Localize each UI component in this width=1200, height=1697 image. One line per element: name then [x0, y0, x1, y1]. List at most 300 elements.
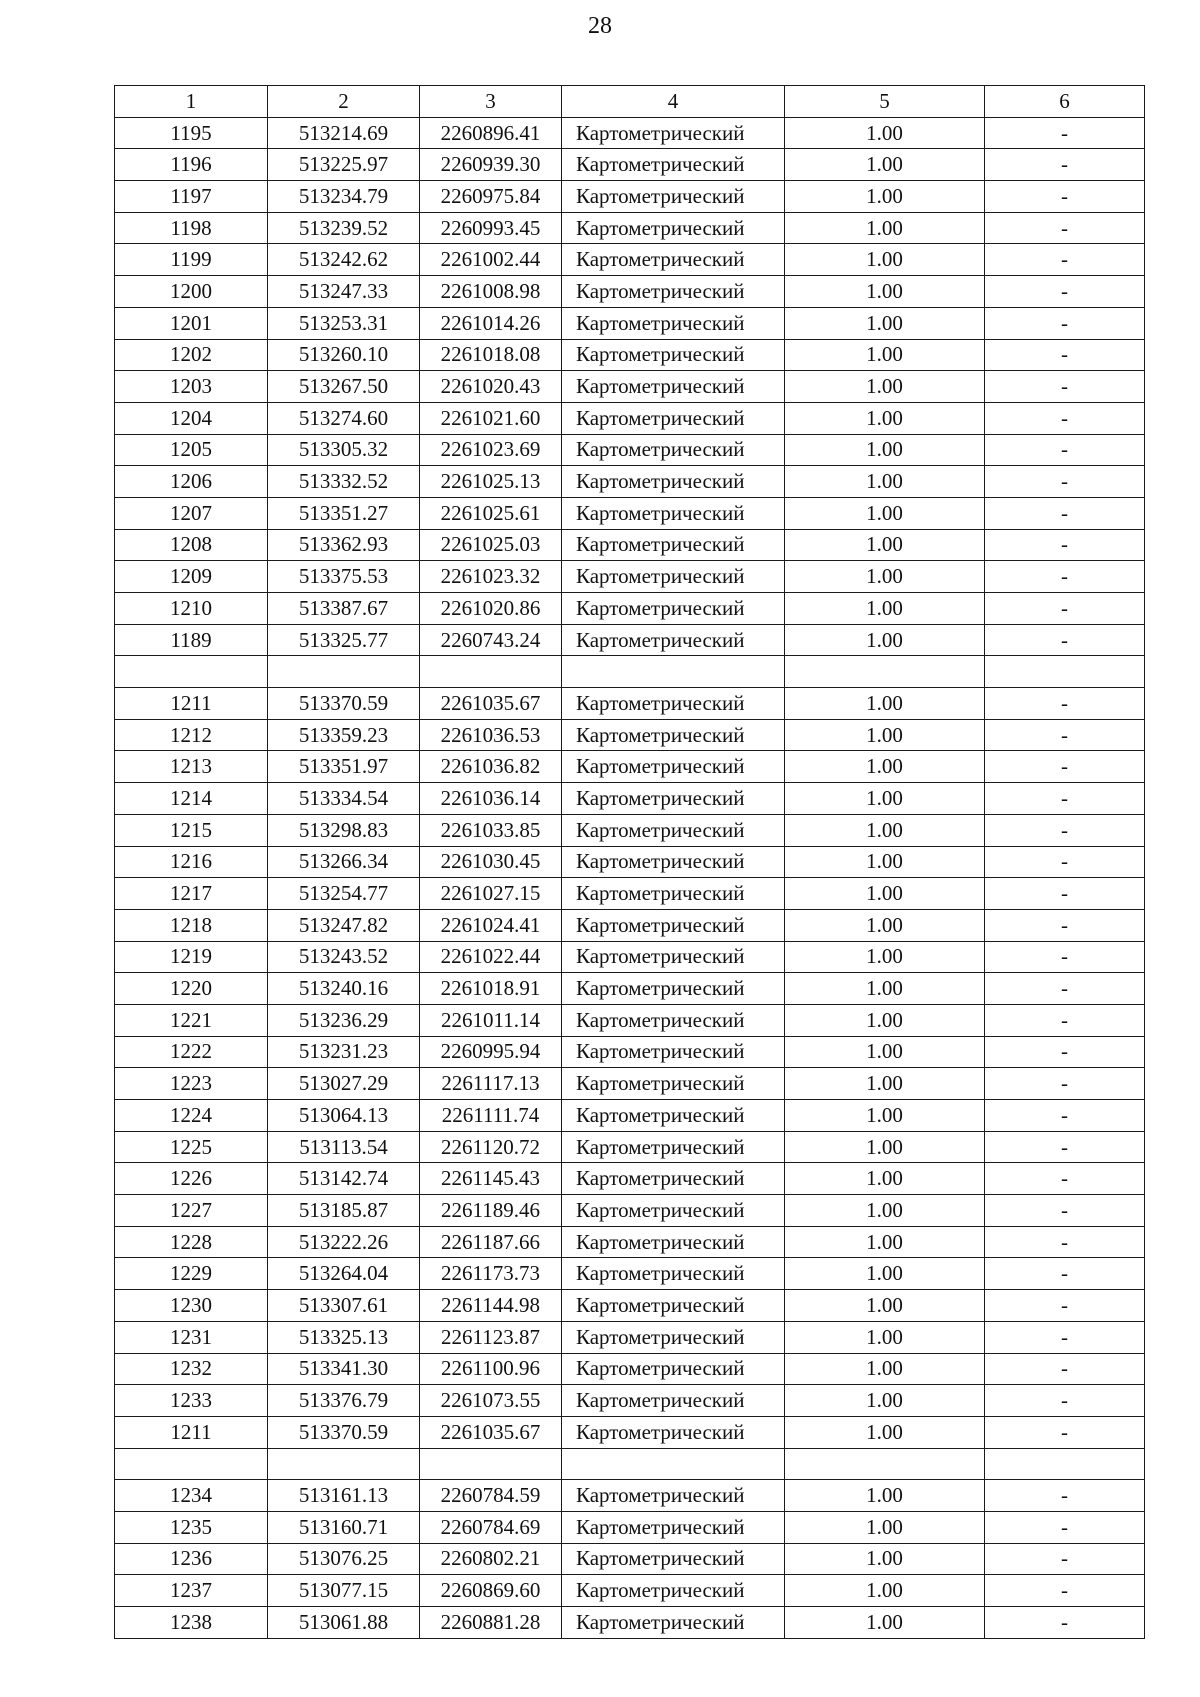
cell-method: Картометрический — [562, 1575, 785, 1607]
table-row — [115, 1480, 1145, 1512]
cell-x-coordinate: 513247.33 — [268, 276, 420, 308]
cell-method: Картометрический — [562, 276, 785, 308]
cell-note: - — [985, 878, 1145, 910]
cell-note: - — [985, 973, 1145, 1005]
cell-x-coordinate: 513266.34 — [268, 846, 420, 878]
cell-accuracy: 1.00 — [785, 846, 985, 878]
cell-x-coordinate: 513351.97 — [268, 751, 420, 783]
cell-x-coordinate: 513387.67 — [268, 593, 420, 625]
cell-note: - — [985, 1543, 1145, 1575]
cell-y-coordinate: 2261036.14 — [420, 783, 562, 815]
cell-point-number: 1214 — [115, 783, 268, 815]
cell-method: Картометрический — [562, 1416, 785, 1448]
table-row — [115, 276, 1145, 308]
cell-point-number: 1228 — [115, 1226, 268, 1258]
cell-y-coordinate: 2261014.26 — [420, 307, 562, 339]
cell-x-coordinate: 513253.31 — [268, 307, 420, 339]
cell-note: - — [985, 1480, 1145, 1512]
table-row — [115, 1100, 1145, 1132]
cell-method: Картометрический — [562, 814, 785, 846]
cell-y-coordinate: 2261033.85 — [420, 814, 562, 846]
cell-x-coordinate: 513161.13 — [268, 1480, 420, 1512]
cell-y-coordinate: 2260743.24 — [420, 624, 562, 656]
cell-accuracy: 1.00 — [785, 434, 985, 466]
cell-y-coordinate: 2260975.84 — [420, 181, 562, 213]
cell-note: - — [985, 846, 1145, 878]
cell-note: - — [985, 1068, 1145, 1100]
cell-method: Картометрический — [562, 1036, 785, 1068]
cell-accuracy: 1.00 — [785, 497, 985, 529]
cell-x-coordinate: 513231.23 — [268, 1036, 420, 1068]
cell-x-coordinate: 513247.82 — [268, 909, 420, 941]
cell-note: - — [985, 1163, 1145, 1195]
table-row — [115, 1543, 1145, 1575]
cell-accuracy: 1.00 — [785, 1290, 985, 1322]
table-body — [115, 117, 1145, 1638]
cell-x-coordinate: 513027.29 — [268, 1068, 420, 1100]
table-row — [115, 307, 1145, 339]
cell-point-number: 1231 — [115, 1321, 268, 1353]
cell-method: Картометрический — [562, 1607, 785, 1639]
cell-note: - — [985, 909, 1145, 941]
cell-point-number: 1213 — [115, 751, 268, 783]
cell-note: - — [985, 1004, 1145, 1036]
cell-note: - — [985, 181, 1145, 213]
cell-method: Картометрический — [562, 909, 785, 941]
cell-accuracy: 1.00 — [785, 719, 985, 751]
cell-x-coordinate: 513325.77 — [268, 624, 420, 656]
cell-x-coordinate: 513359.23 — [268, 719, 420, 751]
cell-note: - — [985, 751, 1145, 783]
cell-y-coordinate: 2260784.69 — [420, 1511, 562, 1543]
cell-x-coordinate: 513142.74 — [268, 1163, 420, 1195]
cell-y-coordinate: 2261111.74 — [420, 1100, 562, 1132]
table-row — [115, 624, 1145, 656]
cell-point-number: 1227 — [115, 1195, 268, 1227]
table-header — [115, 86, 1145, 118]
cell-y-coordinate: 2261021.60 — [420, 402, 562, 434]
cell-y-coordinate: 2260993.45 — [420, 212, 562, 244]
cell-accuracy: 1.00 — [785, 1036, 985, 1068]
cell-x-coordinate: 513341.30 — [268, 1353, 420, 1385]
cell-note: - — [985, 1258, 1145, 1290]
cell-point-number: 1233 — [115, 1385, 268, 1417]
table-row — [115, 973, 1145, 1005]
cell-x-coordinate: 513239.52 — [268, 212, 420, 244]
cell-point-number: 1197 — [115, 181, 268, 213]
table-row — [115, 814, 1145, 846]
cell-point-number: 1217 — [115, 878, 268, 910]
cell-note: - — [985, 1385, 1145, 1417]
cell-method: Картометрический — [562, 1321, 785, 1353]
cell-y-coordinate — [420, 1448, 562, 1480]
cell-y-coordinate — [420, 656, 562, 688]
cell-accuracy: 1.00 — [785, 149, 985, 181]
cell-accuracy: 1.00 — [785, 117, 985, 149]
cell-point-number: 1216 — [115, 846, 268, 878]
cell-method: Картометрический — [562, 307, 785, 339]
cell-note: - — [985, 624, 1145, 656]
cell-note: - — [985, 941, 1145, 973]
cell-point-number: 1189 — [115, 624, 268, 656]
cell-y-coordinate: 2261030.45 — [420, 846, 562, 878]
cell-point-number: 1219 — [115, 941, 268, 973]
cell-accuracy: 1.00 — [785, 783, 985, 815]
cell-x-coordinate: 513064.13 — [268, 1100, 420, 1132]
cell-note: - — [985, 1321, 1145, 1353]
cell-point-number: 1211 — [115, 688, 268, 720]
cell-note: - — [985, 497, 1145, 529]
cell-x-coordinate: 513307.61 — [268, 1290, 420, 1322]
cell-x-coordinate — [268, 1448, 420, 1480]
cell-y-coordinate: 2261018.08 — [420, 339, 562, 371]
cell-y-coordinate: 2261144.98 — [420, 1290, 562, 1322]
cell-point-number: 1200 — [115, 276, 268, 308]
table-row — [115, 688, 1145, 720]
table-row — [115, 339, 1145, 371]
cell-point-number — [115, 1448, 268, 1480]
cell-method: Картометрический — [562, 244, 785, 276]
cell-y-coordinate: 2261145.43 — [420, 1163, 562, 1195]
cell-point-number: 1208 — [115, 529, 268, 561]
cell-method: Картометрический — [562, 688, 785, 720]
cell-point-number: 1220 — [115, 973, 268, 1005]
cell-x-coordinate: 513370.59 — [268, 1416, 420, 1448]
cell-x-coordinate: 513236.29 — [268, 1004, 420, 1036]
cell-note: - — [985, 466, 1145, 498]
table-row — [115, 1607, 1145, 1639]
cell-method: Картометрический — [562, 529, 785, 561]
cell-method: Картометрический — [562, 1543, 785, 1575]
cell-y-coordinate: 2261173.73 — [420, 1258, 562, 1290]
cell-note: - — [985, 1607, 1145, 1639]
table-row-separator — [115, 1448, 1145, 1480]
cell-x-coordinate: 513254.77 — [268, 878, 420, 910]
cell-accuracy: 1.00 — [785, 181, 985, 213]
table-row — [115, 941, 1145, 973]
cell-x-coordinate: 513362.93 — [268, 529, 420, 561]
cell-accuracy: 1.00 — [785, 466, 985, 498]
cell-note: - — [985, 1100, 1145, 1132]
cell-x-coordinate: 513305.32 — [268, 434, 420, 466]
cell-y-coordinate: 2261117.13 — [420, 1068, 562, 1100]
table-row — [115, 1131, 1145, 1163]
cell-method: Картометрический — [562, 434, 785, 466]
cell-accuracy: 1.00 — [785, 593, 985, 625]
table-row — [115, 1353, 1145, 1385]
table-row — [115, 1321, 1145, 1353]
cell-method: Картометрический — [562, 466, 785, 498]
cell-x-coordinate: 513375.53 — [268, 561, 420, 593]
header-row — [115, 86, 1145, 118]
cell-y-coordinate: 2261027.15 — [420, 878, 562, 910]
cell-method: Картометрический — [562, 339, 785, 371]
cell-method: Картометрический — [562, 1131, 785, 1163]
cell-point-number: 1235 — [115, 1511, 268, 1543]
page-number: 28 — [588, 13, 612, 39]
cell-accuracy — [785, 656, 985, 688]
cell-accuracy: 1.00 — [785, 909, 985, 941]
cell-y-coordinate: 2261023.32 — [420, 561, 562, 593]
table-row — [115, 117, 1145, 149]
cell-note: - — [985, 1195, 1145, 1227]
cell-note: - — [985, 1416, 1145, 1448]
cell-x-coordinate: 513334.54 — [268, 783, 420, 815]
cell-note: - — [985, 814, 1145, 846]
cell-x-coordinate: 513243.52 — [268, 941, 420, 973]
cell-note: - — [985, 117, 1145, 149]
cell-note: - — [985, 307, 1145, 339]
cell-y-coordinate: 2260939.30 — [420, 149, 562, 181]
cell-accuracy: 1.00 — [785, 244, 985, 276]
cell-accuracy: 1.00 — [785, 402, 985, 434]
table-row — [115, 719, 1145, 751]
cell-note: - — [985, 339, 1145, 371]
cell-x-coordinate: 513214.69 — [268, 117, 420, 149]
cell-x-coordinate: 513222.26 — [268, 1226, 420, 1258]
table-row — [115, 402, 1145, 434]
cell-method: Картометрический — [562, 1353, 785, 1385]
cell-note: - — [985, 1226, 1145, 1258]
cell-method: Картометрический — [562, 846, 785, 878]
cell-point-number: 1199 — [115, 244, 268, 276]
cell-method: Картометрический — [562, 181, 785, 213]
cell-x-coordinate: 513113.54 — [268, 1131, 420, 1163]
cell-note: - — [985, 371, 1145, 403]
cell-x-coordinate: 513298.83 — [268, 814, 420, 846]
cell-x-coordinate: 513077.15 — [268, 1575, 420, 1607]
cell-accuracy: 1.00 — [785, 1004, 985, 1036]
cell-method: Картометрический — [562, 1195, 785, 1227]
cell-point-number: 1215 — [115, 814, 268, 846]
column-header-2: 2 — [268, 86, 420, 118]
cell-y-coordinate: 2261025.03 — [420, 529, 562, 561]
cell-point-number: 1204 — [115, 402, 268, 434]
cell-note: - — [985, 1353, 1145, 1385]
cell-accuracy: 1.00 — [785, 276, 985, 308]
table-row — [115, 846, 1145, 878]
cell-y-coordinate: 2261123.87 — [420, 1321, 562, 1353]
cell-point-number: 1236 — [115, 1543, 268, 1575]
cell-method: Картометрический — [562, 402, 785, 434]
cell-point-number: 1224 — [115, 1100, 268, 1132]
cell-method: Картометрический — [562, 941, 785, 973]
cell-x-coordinate: 513160.71 — [268, 1511, 420, 1543]
cell-note: - — [985, 719, 1145, 751]
cell-y-coordinate: 2261035.67 — [420, 688, 562, 720]
cell-point-number: 1198 — [115, 212, 268, 244]
cell-x-coordinate: 513076.25 — [268, 1543, 420, 1575]
cell-y-coordinate: 2261025.61 — [420, 497, 562, 529]
table-row — [115, 1258, 1145, 1290]
cell-y-coordinate: 2260802.21 — [420, 1543, 562, 1575]
cell-y-coordinate: 2261011.14 — [420, 1004, 562, 1036]
cell-accuracy: 1.00 — [785, 814, 985, 846]
cell-method — [562, 656, 785, 688]
cell-y-coordinate: 2261100.96 — [420, 1353, 562, 1385]
cell-accuracy: 1.00 — [785, 212, 985, 244]
cell-note: - — [985, 1511, 1145, 1543]
cell-x-coordinate: 513260.10 — [268, 339, 420, 371]
cell-accuracy: 1.00 — [785, 1131, 985, 1163]
cell-y-coordinate: 2261120.72 — [420, 1131, 562, 1163]
cell-accuracy: 1.00 — [785, 1416, 985, 1448]
cell-method: Картометрический — [562, 1480, 785, 1512]
cell-point-number: 1234 — [115, 1480, 268, 1512]
cell-accuracy: 1.00 — [785, 307, 985, 339]
cell-note: - — [985, 783, 1145, 815]
cell-accuracy: 1.00 — [785, 1258, 985, 1290]
cell-method: Картометрический — [562, 973, 785, 1005]
table-row-separator — [115, 656, 1145, 688]
cell-note: - — [985, 212, 1145, 244]
table-row — [115, 1226, 1145, 1258]
cell-point-number: 1229 — [115, 1258, 268, 1290]
cell-method: Картометрический — [562, 117, 785, 149]
cell-y-coordinate: 2261002.44 — [420, 244, 562, 276]
cell-accuracy: 1.00 — [785, 1575, 985, 1607]
cell-point-number: 1222 — [115, 1036, 268, 1068]
cell-point-number: 1201 — [115, 307, 268, 339]
cell-point-number: 1225 — [115, 1131, 268, 1163]
cell-x-coordinate: 513325.13 — [268, 1321, 420, 1353]
cell-method: Картометрический — [562, 719, 785, 751]
cell-accuracy: 1.00 — [785, 751, 985, 783]
cell-point-number: 1206 — [115, 466, 268, 498]
cell-point-number — [115, 656, 268, 688]
cell-accuracy: 1.00 — [785, 1543, 985, 1575]
cell-x-coordinate: 513242.62 — [268, 244, 420, 276]
table-row — [115, 783, 1145, 815]
cell-method: Картометрический — [562, 1290, 785, 1322]
cell-accuracy: 1.00 — [785, 1226, 985, 1258]
cell-y-coordinate: 2261023.69 — [420, 434, 562, 466]
cell-accuracy: 1.00 — [785, 1195, 985, 1227]
cell-y-coordinate: 2261036.53 — [420, 719, 562, 751]
column-header-5: 5 — [785, 86, 985, 118]
cell-note: - — [985, 1131, 1145, 1163]
cell-accuracy: 1.00 — [785, 878, 985, 910]
cell-method: Картометрический — [562, 497, 785, 529]
table-row — [115, 1511, 1145, 1543]
cell-y-coordinate: 2261008.98 — [420, 276, 562, 308]
coordinates-table — [114, 85, 1145, 1639]
cell-accuracy: 1.00 — [785, 561, 985, 593]
cell-y-coordinate: 2260995.94 — [420, 1036, 562, 1068]
cell-accuracy: 1.00 — [785, 1163, 985, 1195]
table-row — [115, 466, 1145, 498]
cell-note: - — [985, 561, 1145, 593]
cell-x-coordinate: 513264.04 — [268, 1258, 420, 1290]
cell-accuracy: 1.00 — [785, 1321, 985, 1353]
table-row — [115, 181, 1145, 213]
cell-accuracy: 1.00 — [785, 688, 985, 720]
cell-accuracy: 1.00 — [785, 624, 985, 656]
cell-point-number: 1203 — [115, 371, 268, 403]
cell-note: - — [985, 1036, 1145, 1068]
cell-point-number: 1212 — [115, 719, 268, 751]
table-row — [115, 593, 1145, 625]
cell-y-coordinate: 2261035.67 — [420, 1416, 562, 1448]
cell-y-coordinate: 2261036.82 — [420, 751, 562, 783]
cell-note: - — [985, 529, 1145, 561]
cell-point-number: 1226 — [115, 1163, 268, 1195]
cell-note: - — [985, 688, 1145, 720]
cell-x-coordinate: 513370.59 — [268, 688, 420, 720]
cell-point-number: 1196 — [115, 149, 268, 181]
cell-method: Картометрический — [562, 1511, 785, 1543]
cell-y-coordinate: 2261024.41 — [420, 909, 562, 941]
cell-method: Картометрический — [562, 1258, 785, 1290]
cell-x-coordinate: 513332.52 — [268, 466, 420, 498]
cell-accuracy: 1.00 — [785, 529, 985, 561]
cell-x-coordinate: 513274.60 — [268, 402, 420, 434]
cell-method: Картометрический — [562, 593, 785, 625]
cell-method: Картометрический — [562, 1068, 785, 1100]
table-row — [115, 1290, 1145, 1322]
cell-x-coordinate: 513376.79 — [268, 1385, 420, 1417]
cell-x-coordinate: 513351.27 — [268, 497, 420, 529]
column-header-4: 4 — [562, 86, 785, 118]
cell-y-coordinate: 2261020.86 — [420, 593, 562, 625]
cell-point-number: 1221 — [115, 1004, 268, 1036]
cell-point-number: 1230 — [115, 1290, 268, 1322]
cell-y-coordinate: 2260869.60 — [420, 1575, 562, 1607]
table-row — [115, 1068, 1145, 1100]
table-row — [115, 529, 1145, 561]
table-row — [115, 1004, 1145, 1036]
cell-note: - — [985, 244, 1145, 276]
cell-note: - — [985, 149, 1145, 181]
cell-y-coordinate: 2261022.44 — [420, 941, 562, 973]
cell-method: Картометрический — [562, 149, 785, 181]
cell-method: Картометрический — [562, 561, 785, 593]
cell-accuracy: 1.00 — [785, 371, 985, 403]
cell-point-number: 1210 — [115, 593, 268, 625]
cell-accuracy: 1.00 — [785, 1511, 985, 1543]
cell-note — [985, 1448, 1145, 1480]
table-row — [115, 751, 1145, 783]
cell-point-number: 1211 — [115, 1416, 268, 1448]
cell-note: - — [985, 1575, 1145, 1607]
cell-note: - — [985, 1290, 1145, 1322]
cell-accuracy: 1.00 — [785, 1385, 985, 1417]
cell-method: Картометрический — [562, 371, 785, 403]
cell-note: - — [985, 434, 1145, 466]
cell-note: - — [985, 402, 1145, 434]
cell-y-coordinate: 2260881.28 — [420, 1607, 562, 1639]
cell-point-number: 1237 — [115, 1575, 268, 1607]
cell-point-number: 1205 — [115, 434, 268, 466]
cell-accuracy: 1.00 — [785, 973, 985, 1005]
table-row — [115, 244, 1145, 276]
cell-method: Картометрический — [562, 751, 785, 783]
cell-x-coordinate: 513185.87 — [268, 1195, 420, 1227]
cell-y-coordinate: 2261073.55 — [420, 1385, 562, 1417]
cell-method: Картометрический — [562, 783, 785, 815]
cell-accuracy: 1.00 — [785, 1100, 985, 1132]
cell-y-coordinate: 2261187.66 — [420, 1226, 562, 1258]
table-row — [115, 909, 1145, 941]
table-row — [115, 371, 1145, 403]
cell-point-number: 1209 — [115, 561, 268, 593]
cell-x-coordinate: 513267.50 — [268, 371, 420, 403]
cell-point-number: 1207 — [115, 497, 268, 529]
cell-point-number: 1238 — [115, 1607, 268, 1639]
table-row — [115, 1416, 1145, 1448]
cell-x-coordinate: 513234.79 — [268, 181, 420, 213]
cell-accuracy: 1.00 — [785, 1068, 985, 1100]
